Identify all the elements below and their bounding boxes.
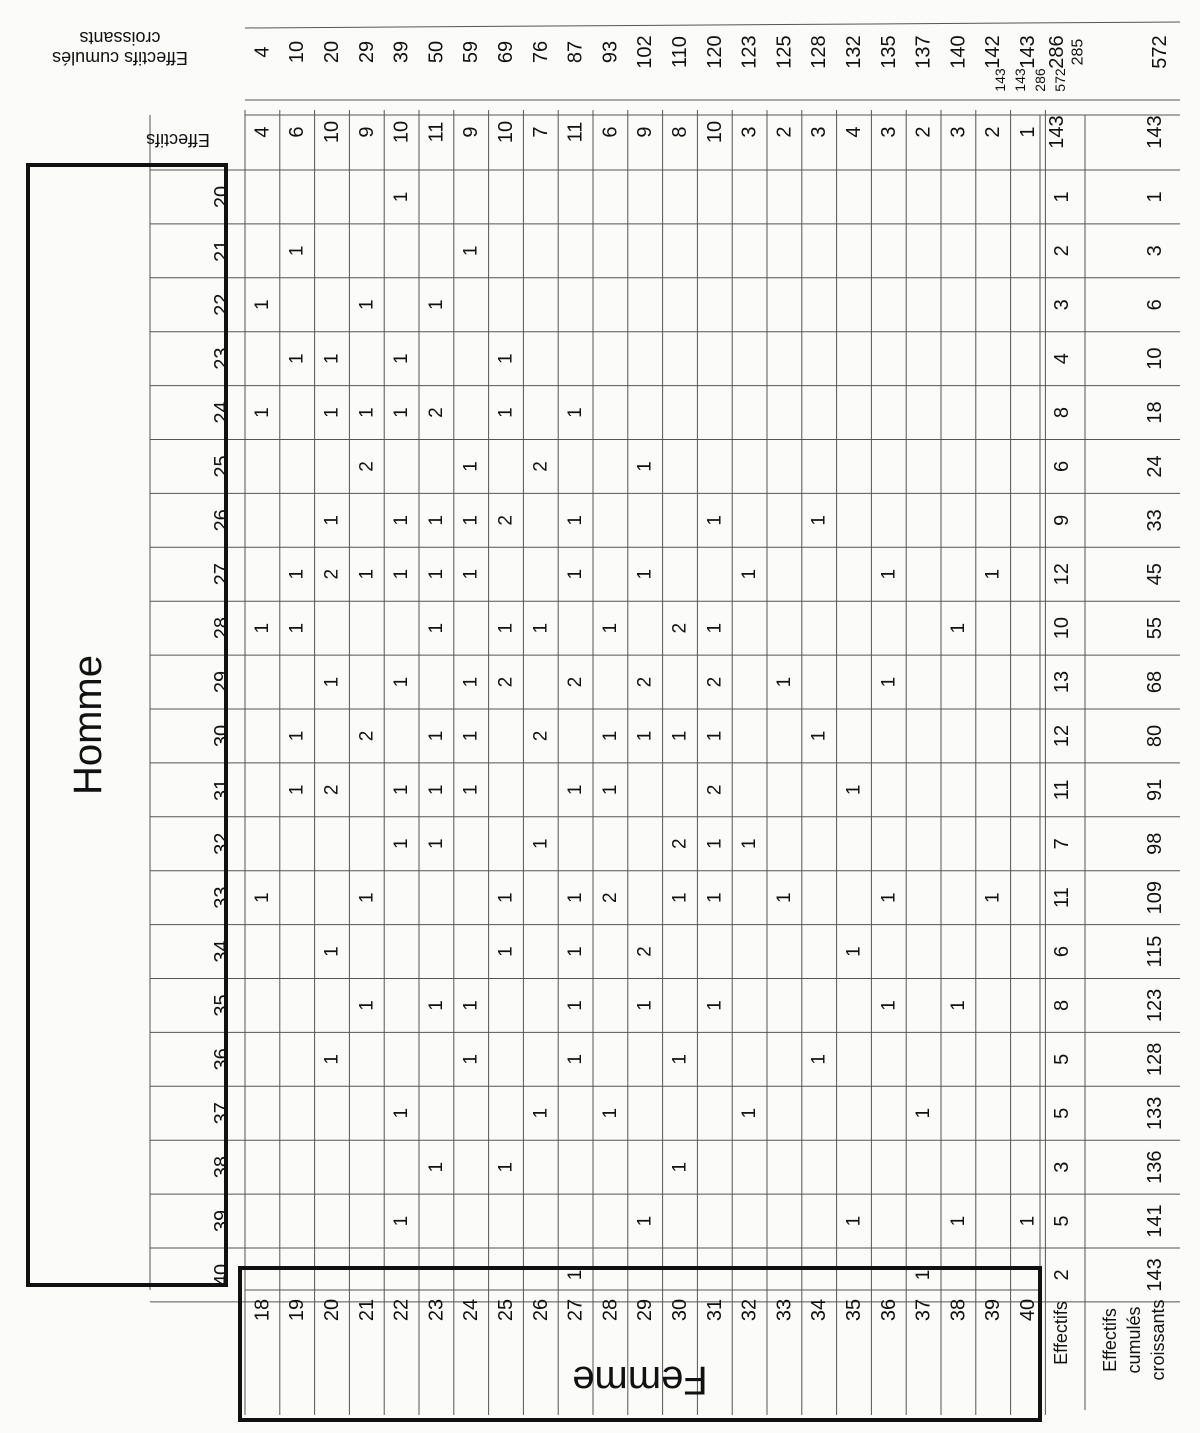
homme-cumule: 143 bbox=[1144, 1258, 1166, 1292]
cell-value: 1 bbox=[460, 461, 482, 472]
cell-value: 1 bbox=[808, 730, 830, 742]
homme-age-36: 36 bbox=[211, 1048, 233, 1071]
homme-cumule: 45 bbox=[1144, 563, 1166, 586]
femme-cumule: 87 bbox=[564, 40, 587, 64]
cell-value: 1 bbox=[565, 784, 587, 796]
cell-value: 1 bbox=[634, 1215, 656, 1227]
cell-value: 1 bbox=[356, 407, 378, 418]
homme-cumule: 6 bbox=[1144, 299, 1166, 311]
homme-effectif: 5 bbox=[1051, 1053, 1073, 1065]
homme-age-40: 40 bbox=[211, 1263, 233, 1287]
femme-age-27: 27 bbox=[564, 1298, 587, 1322]
homme-effectif: 11 bbox=[1051, 779, 1073, 801]
homme-age-21: 21 bbox=[211, 239, 233, 262]
femme-age-38: 38 bbox=[947, 1298, 970, 1322]
cell-value: 1 bbox=[704, 838, 726, 850]
cell-value: 2 bbox=[495, 515, 517, 526]
femme-cumule: 132 bbox=[843, 35, 865, 69]
homme-cumule: 133 bbox=[1144, 1096, 1166, 1130]
femme-effectif: 9 bbox=[634, 126, 657, 138]
homme-effectif: 11 bbox=[1051, 887, 1073, 909]
homme-age-31: 31 bbox=[211, 778, 233, 801]
cell-value: 1 bbox=[530, 1107, 552, 1119]
homme-effectif: 8 bbox=[1051, 406, 1073, 419]
homme-age-23: 23 bbox=[211, 347, 233, 370]
grid-line-h bbox=[245, 22, 1180, 28]
cell-value: 1 bbox=[425, 784, 447, 796]
femme-title: Femme bbox=[572, 1358, 708, 1402]
homme-cumule: 98 bbox=[1144, 832, 1166, 855]
faded-value: 143 bbox=[1012, 68, 1028, 92]
cell-value: 1 bbox=[634, 461, 656, 472]
femme-cumule: 39 bbox=[390, 40, 413, 64]
femme-age-25: 25 bbox=[495, 1298, 517, 1322]
homme-cumule: 1 bbox=[1144, 191, 1166, 203]
homme-effectif: 4 bbox=[1051, 353, 1073, 365]
cell-value: 2 bbox=[599, 892, 621, 903]
cell-value: 1 bbox=[739, 568, 761, 580]
cell-value: 2 bbox=[425, 407, 447, 418]
homme-effectif: 6 bbox=[1051, 945, 1073, 958]
femme-cumule: 137 bbox=[912, 35, 935, 69]
femme-age-30: 30 bbox=[669, 1298, 691, 1322]
cell-value: 1 bbox=[565, 892, 587, 903]
cell-value: 1 bbox=[460, 1054, 482, 1065]
cell-value: 1 bbox=[321, 515, 343, 526]
femme-age-29: 29 bbox=[634, 1298, 657, 1322]
cell-value: 1 bbox=[843, 1215, 865, 1227]
cell-value: 1 bbox=[599, 622, 621, 634]
cell-value: 1 bbox=[495, 1161, 517, 1173]
cell-value: 1 bbox=[878, 1000, 900, 1011]
homme-effectif: 7 bbox=[1051, 838, 1073, 850]
cell-value: 1 bbox=[495, 353, 517, 364]
cell-value: 1 bbox=[495, 892, 517, 903]
cell-value: 1 bbox=[251, 622, 273, 634]
femme-cumule: 93 bbox=[599, 40, 622, 64]
cell-value: 1 bbox=[460, 730, 482, 742]
cell-value: 1 bbox=[495, 622, 517, 634]
cell-value: 2 bbox=[669, 622, 691, 634]
homme-cumule: 91 bbox=[1144, 778, 1166, 801]
homme-age-33: 33 bbox=[211, 886, 233, 909]
cell-value: 2 bbox=[704, 676, 726, 688]
homme-effectif: 3 bbox=[1051, 299, 1073, 311]
cell-value: 1 bbox=[982, 892, 1004, 903]
femme-cumule: 102 bbox=[634, 35, 657, 69]
effectifs-cumules-label-line: Effectifs bbox=[1100, 1308, 1120, 1372]
effectifs-row-header: Effectifs bbox=[146, 130, 210, 150]
homme-age-25: 25 bbox=[211, 455, 233, 478]
cell-value: 1 bbox=[460, 245, 482, 257]
femme-cumule: 29 bbox=[355, 40, 378, 64]
femme-age-21: 21 bbox=[355, 1298, 378, 1322]
femme-effectif: 3 bbox=[877, 126, 900, 138]
homme-age-22: 22 bbox=[211, 293, 233, 316]
cell-value: 1 bbox=[495, 407, 517, 418]
cell-value: 1 bbox=[391, 191, 413, 203]
cell-value: 1 bbox=[878, 676, 900, 688]
femme-effectif: 3 bbox=[808, 126, 831, 138]
cell-value: 1 bbox=[425, 1161, 447, 1173]
femme-effectif: 11 bbox=[425, 121, 448, 143]
effectifs-cumules-label-line: cumulés bbox=[1124, 1306, 1144, 1374]
cell-value: 1 bbox=[704, 1000, 726, 1011]
cell-value: 1 bbox=[460, 1000, 482, 1011]
cell-value: 1 bbox=[704, 892, 726, 903]
cell-value: 2 bbox=[530, 461, 552, 472]
femme-effectif: 2 bbox=[982, 126, 1005, 138]
homme-age-24: 24 bbox=[211, 401, 233, 424]
homme-effectif: 5 bbox=[1051, 1215, 1073, 1227]
cell-value: 1 bbox=[565, 568, 587, 580]
cell-value: 1 bbox=[391, 353, 413, 364]
homme-title: Homme bbox=[66, 654, 110, 796]
cell-value: 2 bbox=[634, 946, 656, 957]
grid-lines bbox=[150, 22, 1180, 1415]
cell-value: 1 bbox=[878, 568, 900, 580]
cell-value: 2 bbox=[321, 784, 343, 796]
homme-effectif: 12 bbox=[1051, 563, 1073, 586]
homme-age-20: 20 bbox=[211, 185, 233, 209]
homme-effectif: 2 bbox=[1051, 1269, 1073, 1281]
femme-age-37: 37 bbox=[912, 1298, 935, 1322]
cell-value: 1 bbox=[391, 515, 413, 526]
homme-age-29: 29 bbox=[211, 670, 233, 694]
cell-value: 1 bbox=[808, 1054, 830, 1065]
femme-effectif: 11 bbox=[564, 121, 587, 143]
femme-cumule: 110 bbox=[669, 36, 691, 68]
cell-value: 1 bbox=[460, 676, 482, 688]
femme-effectif: 9 bbox=[460, 126, 483, 138]
cell-value: 1 bbox=[773, 892, 795, 903]
femme-cumule: 50 bbox=[425, 40, 448, 64]
faded-value: 572 bbox=[1052, 68, 1068, 92]
femme-effectif: 10 bbox=[321, 120, 343, 144]
cell-value: 1 bbox=[356, 1000, 378, 1011]
cell-value: 1 bbox=[634, 730, 656, 742]
femme-effectif: 10 bbox=[495, 120, 517, 144]
cell-value: 1 bbox=[286, 568, 308, 580]
cell-value: 1 bbox=[1017, 1215, 1039, 1227]
cell-value: 1 bbox=[565, 1054, 587, 1065]
cell-value: 1 bbox=[947, 1215, 969, 1227]
effectifs-cumules-label-line: croissants bbox=[1148, 1299, 1168, 1381]
cell-value: 1 bbox=[878, 892, 900, 903]
cell-value: 1 bbox=[460, 784, 482, 796]
homme-effectif: 1 bbox=[1051, 191, 1073, 203]
femme-effectif: 4 bbox=[251, 126, 274, 138]
femme-cumule: 135 bbox=[877, 35, 900, 69]
cell-value: 2 bbox=[356, 730, 378, 742]
femme-age-19: 19 bbox=[286, 1298, 309, 1322]
cell-value: 1 bbox=[599, 1107, 621, 1119]
homme-age-32: 32 bbox=[211, 832, 233, 855]
femme-cumule: 123 bbox=[738, 35, 761, 69]
homme-cumule: 123 bbox=[1144, 988, 1166, 1023]
homme-effectif: 3 bbox=[1051, 1161, 1073, 1173]
cell-value: 1 bbox=[321, 676, 343, 688]
cell-value: 1 bbox=[739, 838, 761, 850]
homme-cumule: 24 bbox=[1144, 455, 1166, 478]
cell-value: 1 bbox=[391, 1107, 413, 1119]
femme-cumule: 20 bbox=[321, 40, 343, 64]
cell-values bbox=[252, 192, 1039, 1281]
cell-value: 1 bbox=[286, 353, 308, 364]
homme-effectif: 12 bbox=[1051, 724, 1073, 748]
cell-value: 1 bbox=[425, 838, 447, 850]
femme-age-33: 33 bbox=[773, 1298, 796, 1322]
homme-cumule: 128 bbox=[1144, 1042, 1166, 1077]
femme-age-28: 28 bbox=[599, 1298, 622, 1322]
cell-value: 1 bbox=[356, 892, 378, 903]
cell-value: 1 bbox=[356, 299, 378, 311]
cell-value: 1 bbox=[599, 784, 621, 796]
cell-value: 1 bbox=[808, 515, 830, 526]
cell-value: 1 bbox=[321, 353, 343, 364]
femme-age-24: 24 bbox=[460, 1298, 483, 1322]
femme-cumule: 4 bbox=[251, 46, 274, 58]
femme-effectif: 7 bbox=[529, 126, 552, 138]
cell-value: 1 bbox=[286, 245, 308, 257]
cell-value: 1 bbox=[982, 568, 1004, 580]
femme-age-32: 32 bbox=[738, 1298, 761, 1322]
femme-age-34: 34 bbox=[808, 1298, 831, 1322]
homme-effectifs-total: 143 bbox=[1144, 115, 1166, 149]
cell-value: 1 bbox=[565, 946, 587, 957]
homme-effectif: 10 bbox=[1051, 617, 1073, 640]
femme-effectif: 10 bbox=[703, 120, 726, 144]
right-header-line2: croissants bbox=[79, 28, 161, 48]
cell-value: 1 bbox=[425, 1000, 447, 1011]
cell-value: 1 bbox=[251, 299, 273, 311]
cell-value: 1 bbox=[530, 838, 552, 850]
cell-value: 1 bbox=[321, 407, 343, 418]
femme-cumule: 120 bbox=[703, 35, 726, 69]
cell-value: 1 bbox=[425, 299, 447, 311]
femme-age-22: 22 bbox=[390, 1298, 413, 1322]
cell-value: 1 bbox=[913, 1107, 935, 1119]
homme-cumule: 115 bbox=[1144, 935, 1166, 968]
cell-value: 1 bbox=[565, 1269, 587, 1281]
femme-cumule: 76 bbox=[529, 40, 552, 64]
faded-value: 286 bbox=[1032, 68, 1048, 92]
cell-value: 1 bbox=[773, 676, 795, 688]
femme-cumule: 140 bbox=[947, 35, 970, 69]
homme-cumule: 109 bbox=[1144, 880, 1166, 915]
cell-value: 1 bbox=[913, 1269, 935, 1281]
homme-age-30: 30 bbox=[211, 724, 233, 748]
cell-value: 1 bbox=[425, 515, 447, 526]
cell-value: 1 bbox=[947, 622, 969, 634]
femme-age-18: 18 bbox=[251, 1298, 274, 1322]
cell-value: 1 bbox=[634, 1000, 656, 1011]
homme-age-35: 35 bbox=[211, 994, 233, 1017]
femme-age-35: 35 bbox=[843, 1298, 865, 1322]
cell-value: 1 bbox=[669, 730, 691, 742]
cell-value: 1 bbox=[391, 676, 413, 688]
femme-cumule: 143 bbox=[1017, 35, 1039, 69]
homme-effectif: 13 bbox=[1051, 670, 1073, 694]
effectifs-label: Effectifs bbox=[1051, 1301, 1071, 1365]
homme-effectif: 6 bbox=[1051, 460, 1073, 473]
femme-cumule: 10 bbox=[286, 40, 309, 64]
cell-value: 1 bbox=[495, 946, 517, 957]
cell-value: 2 bbox=[634, 676, 656, 688]
cell-value: 1 bbox=[425, 568, 447, 580]
cell-value: 1 bbox=[391, 407, 413, 418]
femme-cumules-total: 286 bbox=[1046, 35, 1068, 69]
cell-value: 1 bbox=[843, 946, 865, 957]
homme-age-28: 28 bbox=[211, 617, 233, 640]
homme-cumule: 33 bbox=[1144, 509, 1166, 532]
cell-value: 1 bbox=[286, 622, 308, 634]
cell-value: 1 bbox=[460, 515, 482, 526]
cell-value: 1 bbox=[704, 515, 726, 526]
cell-value: 1 bbox=[286, 730, 308, 742]
femme-effectif: 3 bbox=[738, 126, 761, 138]
cell-value: 1 bbox=[565, 515, 587, 526]
femme-effectif: 9 bbox=[355, 126, 378, 138]
cell-value: 1 bbox=[251, 407, 273, 418]
cell-value: 1 bbox=[460, 568, 482, 580]
homme-effectif: 5 bbox=[1051, 1107, 1073, 1119]
femme-age-36: 36 bbox=[877, 1298, 900, 1322]
cell-value: 1 bbox=[565, 1000, 587, 1011]
cell-value: 2 bbox=[704, 784, 726, 796]
cell-value: 1 bbox=[425, 622, 447, 634]
femme-cumule: 59 bbox=[460, 40, 483, 64]
cell-value: 1 bbox=[391, 784, 413, 796]
cell-value: 1 bbox=[356, 568, 378, 580]
femme-cumule: 125 bbox=[773, 35, 796, 69]
homme-effectif: 9 bbox=[1051, 514, 1073, 526]
femme-age-26: 26 bbox=[529, 1298, 552, 1322]
cell-value: 1 bbox=[669, 892, 691, 903]
cell-value: 1 bbox=[704, 730, 726, 742]
cell-value: 1 bbox=[565, 407, 587, 418]
cell-value: 1 bbox=[634, 568, 656, 580]
femme-effectif: 2 bbox=[773, 126, 796, 138]
homme-age-37: 37 bbox=[211, 1102, 233, 1125]
femme-effectif: 1 bbox=[1017, 126, 1039, 138]
femme-cumule: 69 bbox=[495, 40, 517, 64]
homme-cumule: 68 bbox=[1144, 670, 1166, 694]
cell-value: 1 bbox=[599, 730, 621, 742]
femme-age-40: 40 bbox=[1017, 1298, 1039, 1322]
femme-effectif: 3 bbox=[947, 126, 970, 138]
homme-age-34: 34 bbox=[211, 940, 233, 963]
femme-effectif: 2 bbox=[912, 126, 935, 138]
femme-cumule: 142 bbox=[982, 35, 1005, 69]
cell-value: 2 bbox=[530, 730, 552, 742]
homme-age-27: 27 bbox=[211, 563, 233, 586]
homme-cumule: 80 bbox=[1144, 724, 1166, 748]
cell-value: 2 bbox=[321, 568, 343, 580]
homme-cumule: 3 bbox=[1144, 245, 1166, 257]
femme-cumules-total-faded: 285 bbox=[1069, 38, 1087, 66]
homme-cumule: 141 bbox=[1144, 1204, 1166, 1238]
cell-value: 1 bbox=[321, 1054, 343, 1065]
femme-age-31: 31 bbox=[703, 1298, 726, 1322]
femme-effectif: 6 bbox=[286, 126, 309, 138]
cell-value: 1 bbox=[251, 892, 273, 903]
homme-cumule: 136 bbox=[1144, 1150, 1166, 1184]
homme-effectif: 2 bbox=[1051, 245, 1073, 257]
cell-value: 1 bbox=[669, 1161, 691, 1173]
femme-effectif: 10 bbox=[390, 120, 413, 144]
femme-age-39: 39 bbox=[982, 1298, 1005, 1322]
cell-value: 1 bbox=[391, 1215, 413, 1227]
cell-value: 1 bbox=[425, 730, 447, 742]
cell-value: 1 bbox=[391, 838, 413, 850]
femme-age-20: 20 bbox=[321, 1298, 343, 1322]
homme-age-38: 38 bbox=[211, 1156, 233, 1179]
cell-value: 1 bbox=[739, 1107, 761, 1119]
femme-effectifs-total: 143 bbox=[1046, 115, 1068, 149]
cell-value: 2 bbox=[565, 676, 587, 688]
femme-cumules-grand-total: 572 bbox=[1149, 35, 1171, 69]
cell-value: 2 bbox=[669, 838, 691, 850]
homme-frame bbox=[28, 165, 226, 1285]
femme-age-23: 23 bbox=[425, 1298, 448, 1322]
femme-effectif: 8 bbox=[669, 126, 691, 138]
femme-effectif: 6 bbox=[599, 126, 622, 138]
homme-age-26: 26 bbox=[211, 509, 233, 532]
cell-value: 1 bbox=[286, 784, 308, 796]
homme-cumule: 10 bbox=[1144, 347, 1166, 370]
homme-effectif: 8 bbox=[1051, 999, 1073, 1012]
cell-value: 2 bbox=[495, 676, 517, 688]
cell-value: 1 bbox=[530, 622, 552, 634]
cell-value: 2 bbox=[356, 461, 378, 472]
cell-value: 1 bbox=[947, 1000, 969, 1011]
homme-cumule: 18 bbox=[1144, 401, 1166, 424]
cell-value: 1 bbox=[391, 568, 413, 580]
right-header-line1: Effectifs cumulés bbox=[52, 48, 188, 68]
faded-value: 143 bbox=[992, 68, 1008, 92]
cell-value: 1 bbox=[843, 784, 865, 796]
femme-effectif: 4 bbox=[843, 126, 865, 138]
homme-age-39: 39 bbox=[211, 1209, 233, 1233]
cell-value: 1 bbox=[321, 946, 343, 957]
homme-cumule: 55 bbox=[1144, 617, 1166, 640]
cell-value: 1 bbox=[704, 622, 726, 634]
cell-value: 1 bbox=[669, 1054, 691, 1065]
femme-cumule: 128 bbox=[808, 35, 831, 69]
